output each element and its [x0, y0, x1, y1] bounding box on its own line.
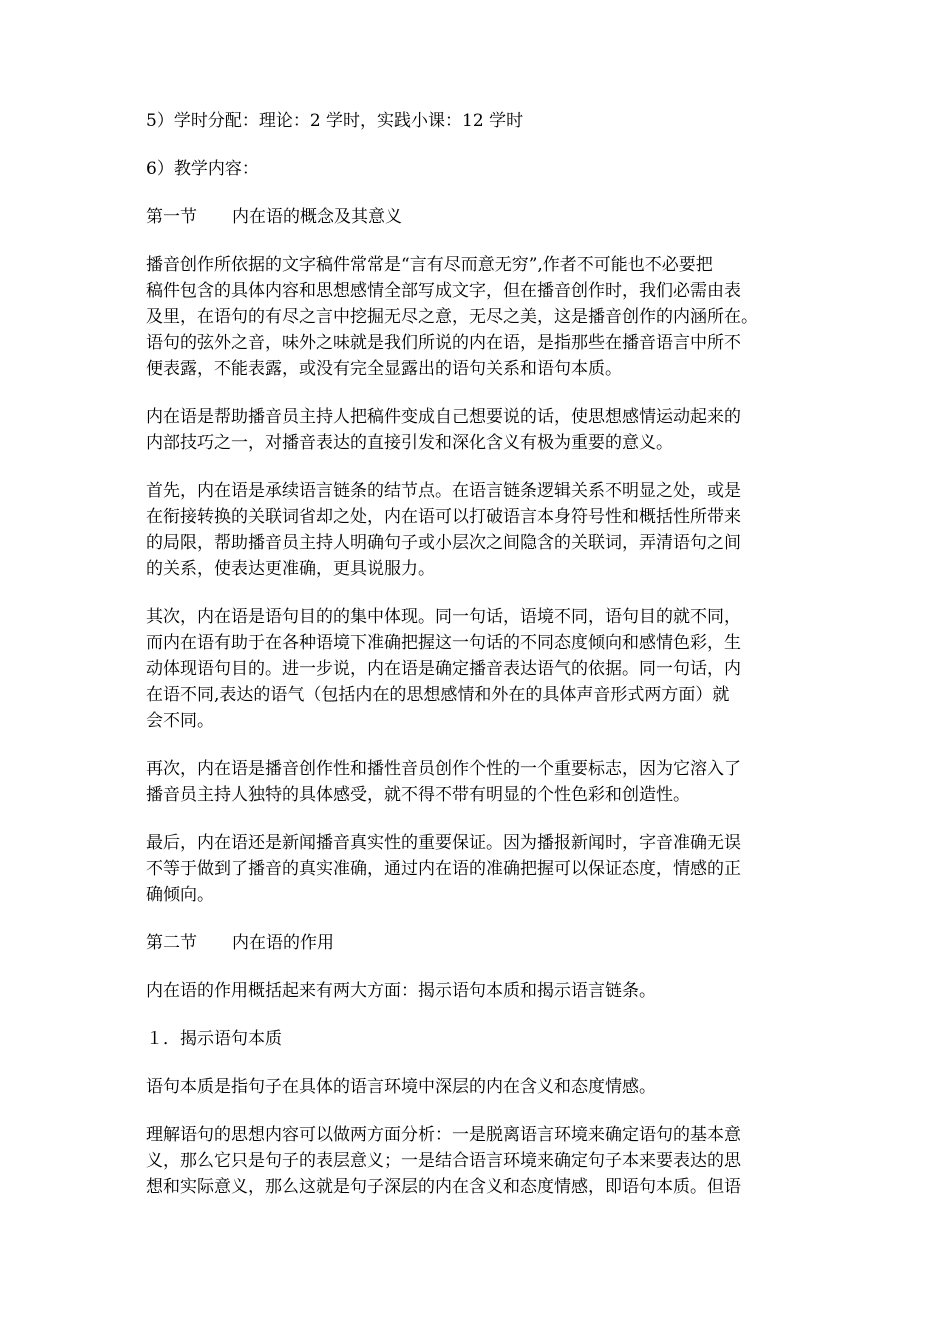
section-2-title: 内在语的作用	[232, 933, 334, 953]
paragraph-line: 想和实际意义，那么这就是句子深层的内在含义和态度情感，即语句本质。但语	[146, 1177, 741, 1197]
paragraph-line: 播音员主持人独特的具体感受，就不得不带有明显的个性色彩和创造性。	[146, 785, 690, 805]
section-1-heading	[146, 204, 808, 230]
section-1-number: 第一节	[146, 207, 197, 227]
paragraph-line: 内在语是帮助播音员主持人把稿件变成自己想要说的话，使思想感情运动起来的	[146, 407, 741, 427]
paragraph-line: 语句的弦外之音，味外之味就是我们所说的内在语，是指那些在播音语言中所不	[146, 333, 741, 353]
paragraph-definition	[146, 252, 808, 382]
paragraph-second	[146, 604, 808, 734]
section-1-title: 内在语的概念及其意义	[232, 207, 402, 227]
paragraph-analysis	[146, 1122, 808, 1200]
paragraph-line: 不等于做到了播音的真实准确，通过内在语的准确把握可以保证态度，情感的正	[146, 859, 741, 879]
paragraph-line: 确倾向。	[146, 885, 214, 905]
paragraph-third	[146, 756, 808, 808]
paragraph-significance	[146, 404, 808, 456]
paragraph-line: 理解语句的思想内容可以做两方面分析：一是脱离语言环境来确定语句的基本意	[146, 1125, 741, 1145]
paragraph-line: 便表露，不能表露，或没有完全显露出的语句关系和语句本质。	[146, 359, 622, 379]
paragraph-line: 会不同。	[146, 711, 214, 731]
paragraph-line: 的局限，帮助播音员主持人明确句子或小层次之间隐含的关联词，弄清语句之间	[146, 533, 741, 553]
paragraph-line: 内在语的作用概括起来有两大方面：揭示语句本质和揭示语言链条。	[146, 981, 656, 1001]
paragraph-line: 播音创作所依据的文字稿件常常是“言有尽而意无穷”,作者不可能也不必要把	[146, 255, 713, 275]
paragraph-sentence-essence	[146, 1074, 808, 1100]
paragraph-line: 及里，在语句的有尽之言中挖掘无尽之意，无尽之美，这是播音创作的内涵所在。	[146, 307, 758, 327]
paragraph-line: 再次，内在语是播音创作性和播性音员创作个性的一个重要标志，因为它溶入了	[146, 759, 741, 779]
class-hours-line: 5）学时分配：理论：2 学时，实践小课：12 学时	[146, 111, 524, 131]
section-2-heading	[146, 930, 808, 956]
paragraph-functions-summary	[146, 978, 808, 1004]
paragraph-line: 内部技巧之一，对播音表达的直接引发和深化含义有极为重要的意义。	[146, 433, 673, 453]
paragraph-line: 最后，内在语还是新闻播音真实性的重要保证。因为播报新闻时，字音准确无误	[146, 833, 741, 853]
paragraph-line: 首先，内在语是承续语言链条的结节点。在语言链条逻辑关系不明显之处，或是	[146, 481, 741, 501]
paragraph-line: 在语不同,表达的语气（包括内在的思想感情和外在的具体声音形式两方面）就	[146, 685, 730, 705]
paragraph-line: 义，那么它只是句子的表层意义；一是结合语言环境来确定句子本来要表达的思	[146, 1151, 741, 1171]
section-2-number: 第二节	[146, 933, 197, 953]
teaching-content-heading: 6）教学内容：	[146, 159, 259, 179]
paragraph-line: 语句本质是指句子在具体的语言环境中深层的内在含义和态度情感。	[146, 1077, 656, 1097]
document-body	[146, 108, 808, 1200]
paragraph-line: 动体现语句目的。进一步说，内在语是确定播音表达语气的依据。同一句话，内	[146, 659, 741, 679]
paragraph-line: 稿件包含的具体内容和思想感情全部写成文字，但在播音创作时，我们必需由表	[146, 281, 741, 301]
paragraph-line: 其次，内在语是语句目的的集中体现。同一句话，语境不同，语句目的就不同，	[146, 607, 741, 627]
paragraph-line: 在衔接转换的关联词省却之处，内在语可以打破语言本身符号性和概括性所带来	[146, 507, 741, 527]
paragraph-finally	[146, 830, 808, 908]
item-1-heading: １．揭示语句本质	[146, 1029, 282, 1049]
paragraph-first	[146, 478, 808, 582]
paragraph-line: 而内在语有助于在各种语境下准确把握这一句话的不同态度倾向和感情色彩，生	[146, 633, 741, 653]
paragraph-line: 的关系，使表达更准确，更具说服力。	[146, 559, 435, 579]
